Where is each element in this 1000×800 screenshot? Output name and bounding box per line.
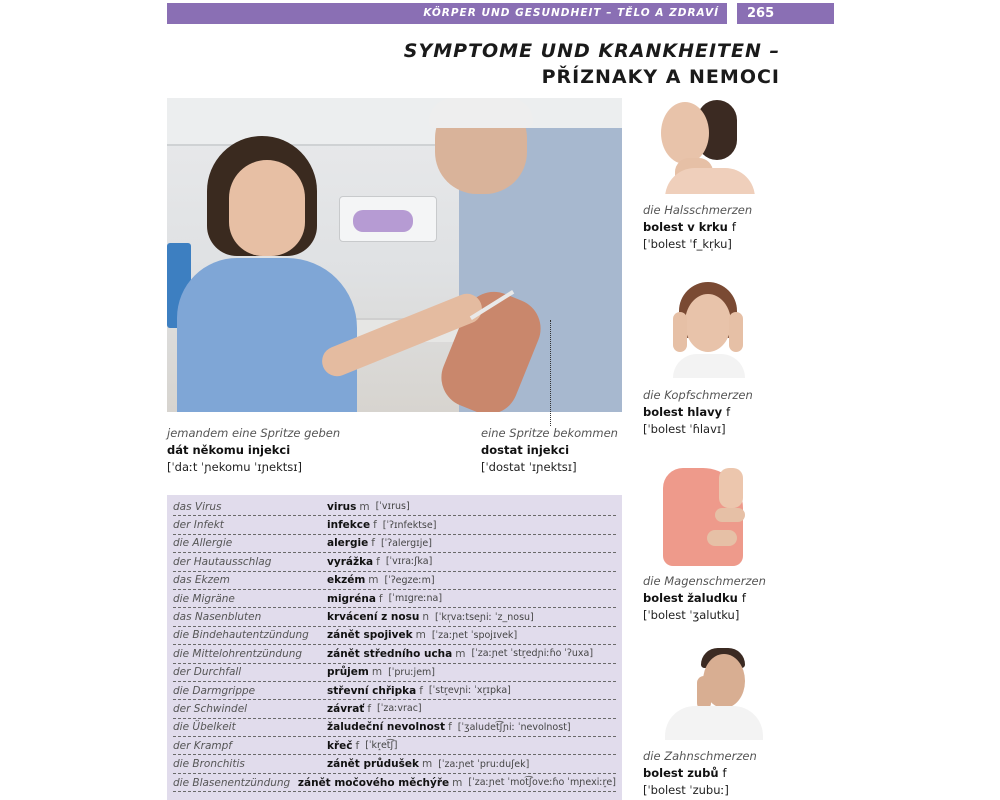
- caption-german: eine Spritze bekommen: [481, 426, 618, 440]
- german-term: das Virus: [173, 500, 222, 513]
- gender: m: [455, 647, 466, 660]
- german-term: die Darmgrippe: [173, 684, 256, 697]
- vocabulary-table: [167, 495, 622, 800]
- table-row: [173, 553, 616, 571]
- phonetic: [ˈʒaludet͡ʃɲiː ˈnevolnost]: [457, 721, 571, 733]
- phonetic: [ˈvɪraːʃka]: [385, 556, 433, 568]
- symptom-czech: [643, 219, 752, 236]
- german-term: das Nasenbluten: [173, 611, 262, 624]
- section-header: KÖRPER UND GESUNDHEIT – TĚLO A ZDRAVÍ: [167, 3, 727, 24]
- caption-czech: dostat injekci: [481, 443, 570, 457]
- page-title-czech: PŘÍZNAKY A NEMOCI: [541, 66, 780, 88]
- table-row: [173, 498, 616, 516]
- table-row: [173, 572, 616, 590]
- gender: f: [367, 702, 372, 715]
- table-row: [173, 645, 616, 663]
- caption-give-injection: [167, 425, 340, 476]
- symptom-german: die Magenschmerzen: [643, 574, 766, 588]
- gender: n: [422, 611, 430, 624]
- table-row: [173, 608, 616, 626]
- czech-term: vyrážka: [327, 555, 374, 568]
- phonetic: [ˈzaːɲet ˈmot͡ʃoveːɦo ˈmɲexiːr̝e]: [468, 777, 616, 789]
- czech-term: zánět průdušek: [327, 758, 419, 771]
- photo-patient-hair: [429, 98, 533, 128]
- czech-term: virus: [327, 500, 357, 513]
- caption-czech: dát někomu injekci: [167, 443, 291, 457]
- phonetic: [ˈʔɪnfektse]: [382, 519, 437, 531]
- phonetic: [ˈzaːɲet ˈspojɪvek]: [431, 629, 518, 641]
- german-term: der Schwindel: [173, 702, 248, 715]
- czech-term: alergie: [327, 537, 369, 550]
- symptom-czech: [643, 404, 753, 421]
- symptom-german: die Kopfschmerzen: [643, 388, 753, 402]
- symptom-toothache: [643, 748, 757, 799]
- gender: f: [371, 537, 375, 550]
- phonetic: [ˈkr̝et͡ʃ]: [365, 740, 398, 752]
- german-term: die Allergie: [173, 537, 233, 550]
- czech-term: ekzém: [327, 574, 366, 587]
- czech-term: krvácení z nosu: [327, 611, 420, 624]
- photo-nurse-body: [177, 258, 357, 412]
- gender: m: [368, 574, 379, 587]
- table-row: [173, 535, 616, 553]
- german-term: die Bindehautentzündung: [173, 629, 309, 642]
- table-row: [173, 737, 616, 755]
- toothache-photo: [645, 646, 765, 740]
- caption-german: jemandem eine Spritze geben: [167, 426, 341, 440]
- phonetic: [ˈpruːjem]: [388, 666, 435, 678]
- caption-phonetic: [ˈdostat ˈɪɲektsɪ]: [481, 460, 577, 474]
- gender: f: [419, 684, 423, 697]
- phonetic: [ˈvɪrus]: [375, 501, 410, 513]
- gender: f: [373, 519, 377, 532]
- symptom-gender: f: [726, 405, 731, 419]
- czech-term: infekce: [327, 519, 371, 532]
- symptom-german: die Halsschmerzen: [643, 203, 753, 217]
- german-term: der Durchfall: [173, 666, 242, 679]
- photo-nurse-face: [229, 160, 305, 256]
- page-title: [404, 38, 780, 90]
- symptom-phonetic: [ˈbolest ˈf_kr̩ku]: [643, 237, 732, 251]
- german-term: das Ekzem: [173, 574, 230, 587]
- symptom-phonetic: [ˈbolest ˈʒalutku]: [643, 608, 740, 622]
- gender: m: [452, 776, 463, 789]
- symptom-czech-term: bolest zubů: [643, 766, 719, 780]
- table-row: [173, 700, 616, 718]
- phonetic: [ˈʔalergɪje]: [380, 537, 432, 549]
- german-term: die Blasenentzündung: [173, 776, 291, 789]
- headache-photo: [645, 282, 765, 378]
- german-term: die Mittelohrentzündung: [173, 647, 303, 660]
- phonetic: [ˈzaːvrac]: [377, 703, 422, 715]
- german-term: der Hautausschlag: [173, 555, 272, 568]
- german-term: die Übelkeit: [173, 721, 236, 734]
- phonetic: [ˈkr̩vaːtseɲiː ˈz_nosu]: [435, 611, 534, 623]
- czech-term: žaludeční nevolnost: [327, 721, 446, 734]
- callout-line: [550, 320, 551, 426]
- czech-term: závrať: [327, 702, 365, 715]
- german-term: die Bronchitis: [173, 758, 245, 771]
- table-row: [173, 664, 616, 682]
- symptom-czech: [643, 590, 766, 607]
- table-row: [173, 719, 616, 737]
- phonetic: [ˈzaːɲet ˈpruːduʃek]: [438, 758, 530, 770]
- phonetic: [ˈmɪgreːna]: [388, 593, 443, 605]
- gender: m: [359, 500, 370, 513]
- gender: f: [448, 721, 452, 734]
- symptom-czech-term: bolest hlavy: [643, 405, 723, 419]
- symptom-gender: f: [722, 766, 727, 780]
- german-term: der Krampf: [173, 739, 233, 752]
- czech-term: zánět močového měchýře: [297, 776, 450, 789]
- table-row: [173, 627, 616, 645]
- caption-get-injection: [481, 425, 618, 476]
- czech-term: křeč: [327, 739, 353, 752]
- symptom-stomach-ache: [643, 573, 766, 624]
- table-row: [173, 755, 616, 773]
- page-number: 265: [737, 3, 834, 24]
- table-row: [173, 774, 616, 792]
- symptom-czech: [643, 765, 757, 782]
- czech-term: zánět spojivek: [327, 629, 413, 642]
- symptom-czech-term: bolest v krku: [643, 220, 728, 234]
- table-row: [173, 682, 616, 700]
- gender: m: [415, 629, 426, 642]
- injection-photo: [167, 98, 622, 412]
- photo-glove-dispenser-slot: [353, 210, 413, 232]
- table-row: [173, 590, 616, 608]
- german-term: der Infekt: [173, 519, 224, 532]
- symptom-phonetic: [ˈbolest ˈɦlavɪ]: [643, 422, 726, 436]
- symptom-gender: f: [731, 220, 736, 234]
- gender: m: [421, 758, 433, 771]
- gender: f: [355, 739, 360, 752]
- symptom-phonetic: [ˈbolest ˈzubuː]: [643, 783, 729, 797]
- page-title-german: SYMPTOME UND KRANKHEITEN –: [403, 40, 780, 62]
- symptom-headache: [643, 387, 753, 438]
- czech-term: průjem: [327, 666, 369, 679]
- symptom-sore-throat: [643, 202, 752, 253]
- german-term: die Migräne: [173, 592, 235, 605]
- symptom-german: die Zahnschmerzen: [643, 749, 757, 763]
- table-row: [173, 516, 616, 534]
- symptom-gender: f: [741, 591, 746, 605]
- czech-term: střevní chřipka: [327, 684, 417, 697]
- czech-term: migréna: [327, 592, 376, 605]
- stomach-ache-photo: [645, 468, 765, 566]
- gender: f: [378, 592, 383, 605]
- gender: m: [371, 666, 383, 679]
- phonetic: [ˈzaːɲet ˈstr̝edɲiːɦo ˈʔuxa]: [471, 648, 594, 660]
- sore-throat-photo: [645, 98, 765, 194]
- phonetic: [ˈstr̝evɲiː ˈxr̝ɪpka]: [428, 685, 511, 697]
- gender: f: [376, 555, 380, 568]
- phonetic: [ˈʔegzeːm]: [384, 574, 435, 586]
- symptom-czech-term: bolest žaludku: [643, 591, 738, 605]
- czech-term: zánět středního ucha: [327, 647, 453, 660]
- caption-phonetic: [ˈdaːt ˈɲekomu ˈɪɲektsɪ]: [167, 460, 302, 474]
